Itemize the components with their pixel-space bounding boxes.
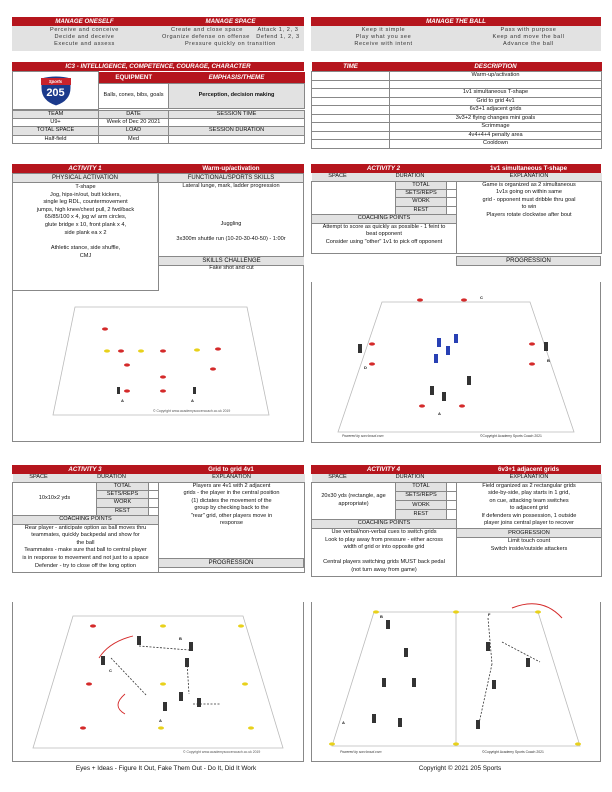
progression-label: PROGRESSION [457,529,601,538]
svg-text:A: A [191,398,194,403]
coaching-line: Central players switching grids MUST back pedal [323,559,445,566]
schedule-item: 6v3+1 adjacent grids [390,106,602,115]
svg-text:B: B [179,636,182,641]
session-duration-value [169,135,305,143]
schedule-item: Warm-up/activation [390,72,602,81]
svg-text:C: C [480,295,483,300]
activity-4 [311,465,601,762]
activity-3-name: Grid to grid 4v1 [158,465,304,474]
activity-2-powered: Powered by soccIcoud.com [342,434,384,438]
manage-oneself-section [12,17,157,53]
coaching-line: Rear player - anticipate option as ball moves thru [24,524,147,531]
physical-line: jumps, high knee/chest pull, 2 fwd/back [36,206,135,213]
manage-oneself-title: MANAGE ONESELF [12,17,157,26]
description-label: DESCRIPTION [390,62,602,72]
skills-challenge-label: SKILLS CHALLENGE [159,256,304,266]
logo [38,74,74,107]
equipment-value: Balls, cones, bibs, goals [99,84,169,109]
manage-ball-line: Keep and move the ball [492,34,565,40]
footer-tagline: Eyes + Ideas - Figure It Out, Fake Them Out - Do It, Did It Work [75,765,257,772]
sets-reps-row-label: SETS/REPS [97,490,149,498]
team-label: TEAM [13,110,99,118]
activity-4-label: ACTIVITY 4 [311,465,456,474]
explanation-line: side-by-side, play starts in 1 grid, [488,490,570,497]
physical-line: 65/85/100 x 4, jog w/ arm circles, [44,214,127,221]
emphasis-value: Perception, decision making [169,84,305,109]
explanation-line: group by checking back to the [194,505,269,512]
team-value: U9+ [13,118,99,126]
total-space-label: TOTAL SPACE [13,127,99,135]
schedule-item: Scrimmage [390,123,602,132]
coaching-line: teammates, quickly backpedal and show for [31,532,140,539]
manage-ball-line: Keep it simple [361,27,406,33]
session-info [12,62,304,144]
coaching-line: Defender - try to close off the long option [35,562,136,569]
svg-text:A: A [342,720,345,725]
activity-2-diagram [311,282,601,443]
svg-text:B: B [380,614,383,619]
coaching-points-label: COACHING POINTS [312,215,457,223]
manage-ball-section [311,17,601,53]
functional-line [159,191,303,199]
date-value: Week of Dec 20 2021 [99,118,169,126]
field-diagram-4 [312,602,600,760]
coaching-line: (not turn away from game) [351,567,417,574]
explanation-line: to adjacent grid [509,505,549,512]
activity-4-name: 6v3+1 adjacent grids [456,465,601,474]
functional-line [159,213,303,221]
functional-line [159,206,303,214]
logo-number: 205 [46,86,65,99]
activity-4-diagram [311,602,601,762]
activity-3-diagram [12,602,304,762]
activity-4-copyright: ©Copyright Academy Sports Coach 2021 [482,750,544,754]
schedule-item: 1v1 simultaneous T-shape [390,89,602,98]
explanation-line: grid - opponent must dribble thru goal [482,196,576,203]
skills-challenge-value: Fake shot and cut [209,265,254,271]
explanation-line: response [219,520,243,527]
manage-space-line: Create and close space [171,27,243,33]
manage-oneself-line: Perceive and conceive [50,27,119,33]
rest-row-label: REST [396,510,447,519]
explanation-line: If defenders win possession, 1 outside [481,512,577,519]
manage-space-title: MANAGE SPACE [157,17,304,26]
explanation-line: on cue, attacking team switches [489,497,569,504]
activity-2-copyright: ©Copyright Academy Sports Coach 2021 [480,434,542,438]
physical-line: CMJ [79,252,92,259]
session-time-value [169,118,305,126]
coaching-line: width of grid or into opposite grid [343,544,425,551]
space-label: SPACE [312,474,364,482]
activity-2-label: ACTIVITY 2 [311,164,456,173]
equipment-label: EQUIPMENT [99,72,169,84]
activity-1-copyright: © Copyright www.academysoccercoach.co.uk 2019 [153,409,231,413]
functional-skills-label: FUNCTIONAL/SPORTS SKILLS [158,173,304,183]
activity-2 [311,164,601,443]
footer-copyright: Copyright © 2021 205 Sports [418,765,502,772]
schedule-item: Grid to grid 4v1 [390,97,602,106]
physical-activation-label: PHYSICAL ACTIVATION [12,173,158,183]
functional-line: Juggling [220,220,242,227]
schedule-item: 4v4+4+4 penalty area [390,131,602,140]
progression-line: Limit touch count [507,538,551,545]
progression-line: Switch inside/outside attackers [490,545,568,552]
field-diagram-3 [13,602,303,760]
physical-line: Jog, hips-in/out, butt kickers, [50,191,121,198]
space-value: 10x10x2 yds [13,482,97,516]
time-label: TIME [312,62,390,72]
coaching-line: beat opponent [366,231,402,238]
physical-line: glute bridge x 10, front plank x 4, [44,221,127,228]
space-label: SPACE [13,474,65,482]
physical-line: single leg RDL, countermovement [43,199,128,206]
total-row-label: TOTAL [396,181,447,189]
total-row-label: TOTAL [97,482,149,490]
coaching-points-label: COACHING POINTS [312,519,457,528]
coaching-line: is in response to movement and not just to a space [22,554,149,561]
manage-oneself-line: Execute and assess [54,41,115,47]
coaching-line: Attempt to score as quickly as possible - 1 feint to [322,223,446,230]
manage-ball-line: Receive with intent [354,41,413,47]
manage-space-section [157,17,304,53]
coaching-line: the ball [76,539,95,546]
manage-space-line: Defend 1, 2, 3 [256,34,300,40]
manage-oneself-line: Decide and deceive [54,34,115,40]
sets-reps-row-label: SETS/REPS [396,491,447,500]
svg-text:A: A [438,411,441,416]
activity-3 [12,465,304,762]
schedule-item [390,80,602,89]
schedule-item: 3v3+2 flying changes mini goals [390,114,602,123]
field-diagram-1 [13,291,303,441]
manage-space-line: Organize defense on offense [162,34,250,40]
work-row-label: WORK [97,499,149,507]
functional-line: Lateral lunge, mark, ladder progression [182,183,280,189]
explanation-label: EXPLANATION [457,173,602,181]
manage-space-line: Attack 1, 2, 3 [257,27,299,33]
explanation-line: Field organized as 2 rectangular grids [482,482,576,489]
session-duration-label: SESSION DURATION [169,127,305,135]
physical-line: T-shape [75,184,96,190]
svg-text:F: F [488,612,491,617]
space-label: SPACE [312,173,364,181]
explanation-line: Game is organized as 2 simultaneous [482,181,576,188]
activity-3-label: ACTIVITY 3 [12,465,158,474]
duration-label: DURATION [364,173,457,181]
explanation-line: (1) dictates the movement of the [191,497,272,504]
manage-ball-title: MANAGE THE BALL [311,17,601,26]
coaching-line: Teammates - make sure that ball to central player [24,547,147,554]
activity-2-name: 1v1 simultaneous T-shape [456,164,601,173]
explanation-line: Players rotate clockwise after bout [486,211,572,218]
functional-line [159,229,303,237]
manage-space-line: Pressure quickly on transition [184,41,277,47]
duration-label: DURATION [65,474,159,482]
coaching-points-label: COACHING POINTS [13,516,159,524]
physical-line [13,237,158,245]
date-label: DATE [99,110,169,118]
svg-text:A: A [121,398,124,403]
activity-1 [12,164,304,443]
activity-1-diagram [12,291,304,442]
svg-text:D: D [364,365,367,370]
coaching-line [313,552,455,560]
explanation-line: to win [521,204,537,211]
session-time-label: SESSION TIME [169,110,305,118]
total-space-value: Half-field [13,135,99,143]
logo-top-text: Sports [48,78,63,84]
activity-3-copyright: © Copyright www.academysoccercoach.co.uk 2019 [183,750,261,754]
progression-label: PROGRESSION [456,256,601,266]
work-row-label: WORK [396,198,447,206]
duration-label: DURATION [364,474,457,482]
space-value-line: 20x30 yds (rectangle, age [321,493,386,500]
coaching-line: Use verbal/non-verbal cues to switch grids [331,529,437,536]
activity-1-name: Warm-up/activation [158,164,304,173]
ic3-title: IC3 - INTELLIGENCE, COMPETENCE, COURAGE, CHARACTER [12,62,304,71]
physical-line: side plank ea x 2 [64,229,107,236]
explanation-line: grids - the player in the central position [183,490,280,497]
emphasis-label: EMPHASIS/THEME [169,72,305,84]
svg-text:C: C [109,668,112,673]
schedule [311,62,601,149]
manage-ball-line: Advance the ball [503,41,554,47]
work-row-label: WORK [396,501,447,510]
functional-line: 3x300m shuttle run (10-20-30-40-50) - 1:00r [176,236,286,243]
explanation-line: player joins central player to recover [484,520,574,527]
activity-1-label: ACTIVITY 1 [12,164,158,173]
sets-reps-row-label: SETS/REPS [396,189,447,197]
coaching-line: Consider using "other" 1v1 to pick off opponent [325,238,443,245]
activity-4-powered: Powered by soccIcoud.com [340,750,382,754]
svg-text:A: A [159,718,162,723]
field-diagram-2 [312,282,600,442]
explanation-line: "rear" grid, other players move in [190,512,273,519]
total-row-label: TOTAL [396,482,447,491]
manage-ball-line: Play what you see [355,34,412,40]
functional-line [159,198,303,206]
load-label: LOAD [99,127,169,135]
explanation-line: 1v1s going on within same [496,189,562,196]
progression-label: PROGRESSION [158,558,304,568]
manage-ball-line: Pass with purpose [500,27,557,33]
explanation-line: Players are 4v1 with 2 adjacent [192,482,271,489]
explanation-label: EXPLANATION [457,474,602,482]
rest-row-label: REST [97,507,149,515]
explanation-label: EXPLANATION [159,474,305,482]
rest-row-label: REST [396,206,447,214]
svg-text:B: B [547,358,550,363]
load-value: Med [99,135,169,143]
space-value-line: appropriate) [338,500,369,507]
schedule-item: Cooldown [390,140,602,149]
physical-line: Athletic stance, side shuffle, [50,245,121,252]
coaching-line: Look to play away from pressure - either across [325,536,443,543]
